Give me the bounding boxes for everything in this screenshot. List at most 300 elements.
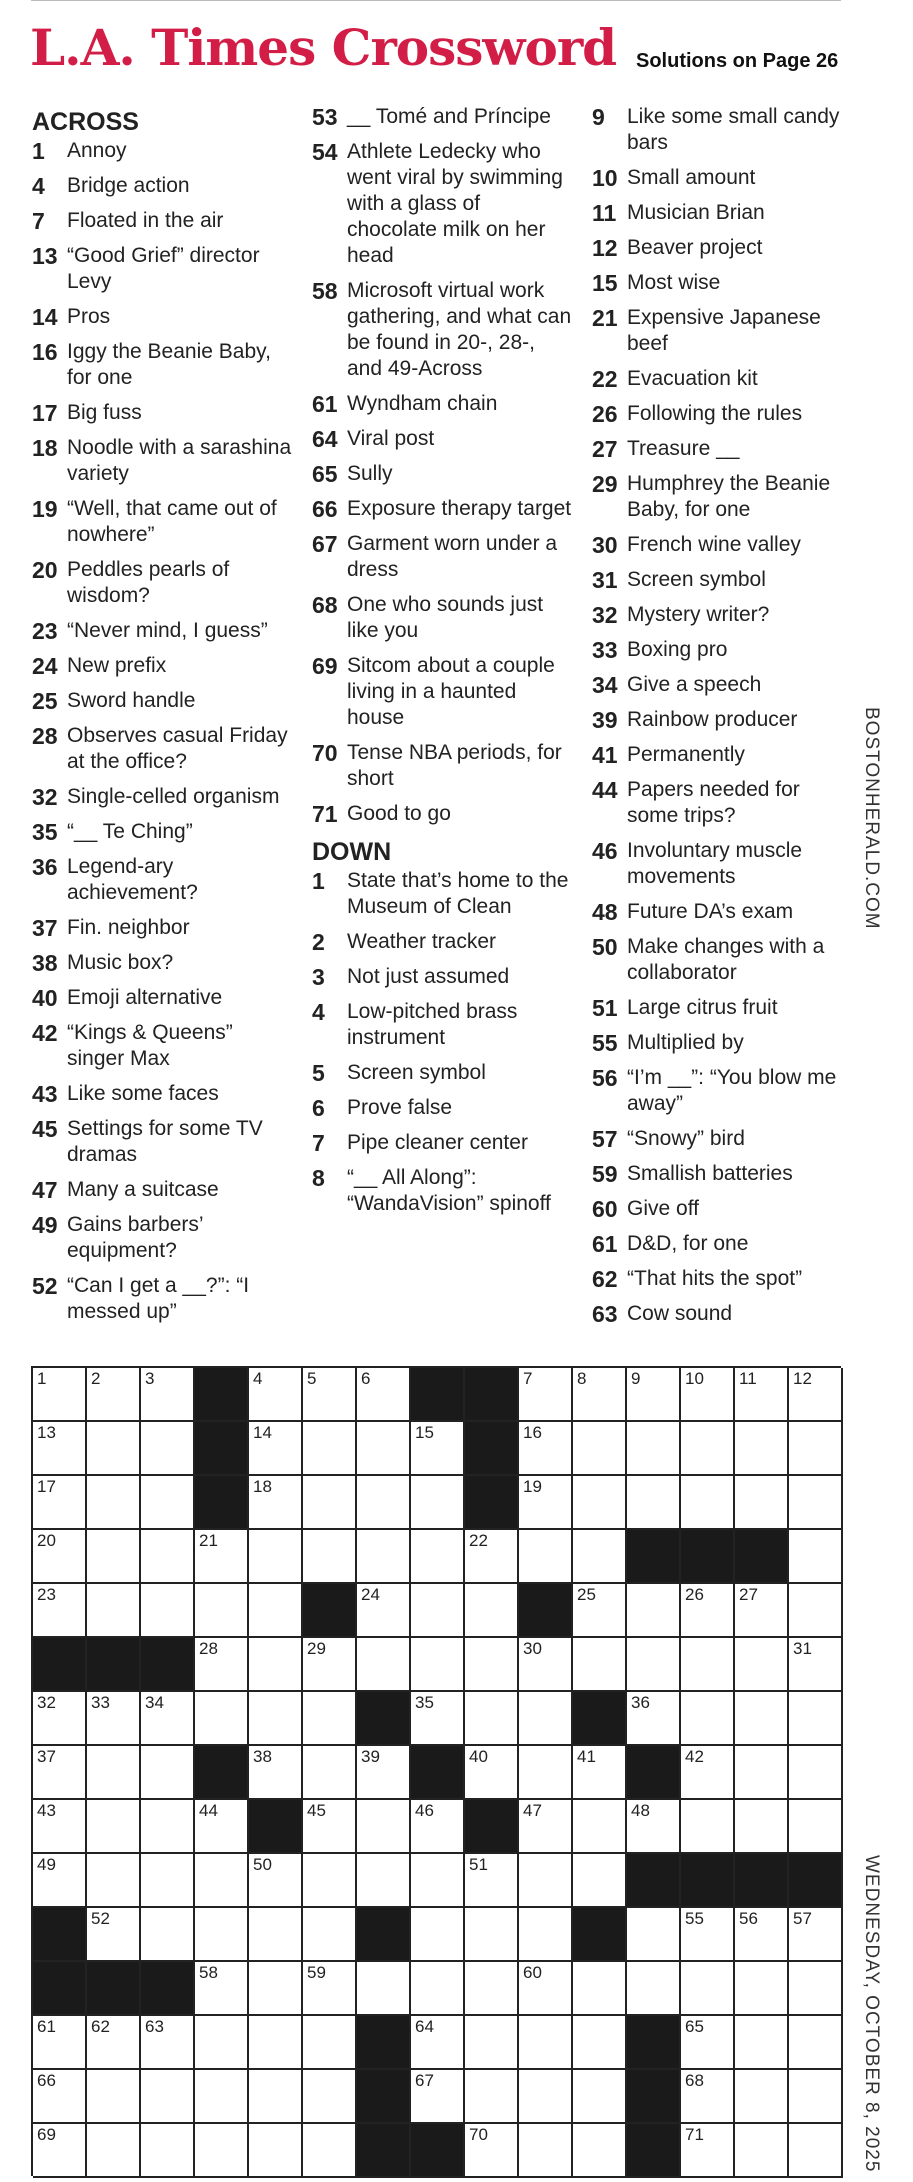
clue (592, 436, 854, 462)
grid-cell[interactable] (465, 1692, 519, 1746)
grid-cell[interactable] (249, 2070, 303, 2124)
cell-number: 22 (469, 1531, 488, 1550)
grid-cell[interactable] (411, 1800, 465, 1854)
grid-cell[interactable] (195, 1584, 249, 1638)
grid-cell[interactable] (465, 1908, 519, 1962)
grid-cell[interactable] (249, 1476, 303, 1530)
grid-cell[interactable] (303, 1908, 357, 1962)
top-rule (31, 0, 841, 1)
grid-cell[interactable] (357, 1530, 411, 1584)
grid-cell[interactable] (411, 2016, 465, 2070)
grid-cell[interactable] (195, 1692, 249, 1746)
cell-number: 6 (361, 1369, 371, 1388)
grid-cell[interactable] (789, 2016, 843, 2070)
grid-cell[interactable] (195, 2016, 249, 2070)
grid-cell[interactable] (681, 2070, 735, 2124)
grid-cell[interactable] (249, 1746, 303, 1800)
cell-number: 12 (793, 1369, 812, 1388)
cell-number: 46 (415, 1801, 434, 1820)
grid-cell[interactable] (519, 1800, 573, 1854)
grid-cell[interactable] (735, 1962, 789, 2016)
grid-cell[interactable] (789, 1746, 843, 1800)
grid-cell[interactable] (573, 1368, 627, 1422)
grid-cell[interactable] (519, 1368, 573, 1422)
clue-text: Rainbow producer (627, 708, 798, 731)
grid-cell[interactable] (357, 1368, 411, 1422)
grid-cell[interactable] (357, 1854, 411, 1908)
clue-number: 14 (32, 304, 58, 330)
grid-cell[interactable] (519, 1692, 573, 1746)
cell-number: 4 (253, 1369, 263, 1388)
grid-cell[interactable] (735, 1422, 789, 1476)
clue-number: 7 (32, 208, 45, 234)
black-square (465, 1422, 519, 1476)
clue (592, 934, 854, 986)
grid-cell[interactable] (573, 1422, 627, 1476)
clue (592, 777, 854, 829)
cell-number: 1 (37, 1369, 47, 1388)
grid-cell[interactable] (411, 1530, 465, 1584)
clue-text: “__ All Along”: “WandaVision” spinoff (347, 1166, 551, 1215)
grid-cell[interactable] (303, 1854, 357, 1908)
clue-text: Expensive Japanese beef (627, 306, 821, 355)
grid-cell[interactable] (519, 1962, 573, 2016)
grid-cell[interactable] (573, 1584, 627, 1638)
grid-cell[interactable] (627, 1908, 681, 1962)
black-square (573, 1692, 627, 1746)
grid-cell[interactable] (303, 2016, 357, 2070)
grid-cell[interactable] (303, 1962, 357, 2016)
grid-cell[interactable] (249, 2016, 303, 2070)
grid-cell[interactable] (249, 1530, 303, 1584)
black-square (627, 1746, 681, 1800)
clue-text: “__ Te Ching” (67, 820, 193, 843)
grid-cell[interactable] (195, 1800, 249, 1854)
clue-number: 3 (312, 964, 325, 990)
cell-number: 27 (739, 1585, 758, 1604)
clue-text: Screen symbol (627, 568, 766, 591)
clue-number: 19 (32, 496, 58, 522)
grid-cell[interactable] (87, 1908, 141, 1962)
clue-number: 30 (592, 532, 618, 558)
section-heading: ACROSS (32, 108, 139, 136)
grid-cell[interactable] (465, 2016, 519, 2070)
grid-cell[interactable] (411, 2070, 465, 2124)
grid-cell[interactable] (627, 1800, 681, 1854)
cell-number: 56 (739, 1909, 758, 1928)
clue (32, 1116, 294, 1168)
clue-number: 67 (312, 531, 338, 557)
clue-text: Emoji alternative (67, 986, 223, 1009)
black-square (303, 1584, 357, 1638)
grid-cell[interactable] (735, 1584, 789, 1638)
grid-cell[interactable] (789, 2070, 843, 2124)
grid-cell[interactable] (465, 1584, 519, 1638)
black-square (735, 1854, 789, 1908)
clue-text: State that’s home to the Museum of Clean (347, 869, 569, 918)
grid-cell[interactable] (627, 1638, 681, 1692)
cell-number: 65 (685, 2017, 704, 2036)
clue-number: 20 (32, 557, 58, 583)
clue-text: Exposure therapy target (347, 497, 572, 520)
cell-number: 34 (145, 1693, 164, 1712)
grid-cell[interactable] (357, 1746, 411, 1800)
grid-cell[interactable] (87, 1368, 141, 1422)
grid-cell[interactable] (249, 1962, 303, 2016)
grid-cell[interactable] (141, 1692, 195, 1746)
grid-cell[interactable] (303, 1476, 357, 1530)
grid-cell[interactable] (627, 1692, 681, 1746)
clue-text: Wyndham chain (347, 392, 498, 415)
clue-text: Humphrey the Beanie Baby, for one (627, 472, 831, 521)
cell-number: 62 (91, 2017, 110, 2036)
clue (312, 999, 574, 1051)
clue-number: 29 (592, 471, 618, 497)
cell-number: 8 (577, 1369, 587, 1388)
grid-cell[interactable] (411, 1476, 465, 1530)
grid-cell[interactable] (33, 2124, 87, 2178)
grid-cell[interactable] (195, 2124, 249, 2178)
clue-text: Viral post (347, 427, 435, 450)
grid-cell[interactable] (789, 1476, 843, 1530)
clue-text: Pipe cleaner center (347, 1131, 528, 1154)
grid-cell[interactable] (573, 1530, 627, 1584)
cell-number: 33 (91, 1693, 110, 1712)
black-square (87, 1638, 141, 1692)
grid-cell[interactable] (249, 1422, 303, 1476)
grid-cell[interactable] (33, 1530, 87, 1584)
grid-cell[interactable] (789, 1584, 843, 1638)
grid-cell[interactable] (573, 2070, 627, 2124)
clue (592, 200, 854, 226)
grid-cell[interactable] (357, 1422, 411, 1476)
grid-cell[interactable] (465, 1530, 519, 1584)
clue-number: 33 (592, 637, 618, 663)
grid-cell[interactable] (141, 1368, 195, 1422)
grid-cell[interactable] (357, 1800, 411, 1854)
grid-cell[interactable] (681, 1638, 735, 1692)
cell-number: 36 (631, 1693, 650, 1712)
clue (32, 819, 294, 845)
clue (592, 1231, 854, 1257)
clue-number: 69 (312, 653, 338, 679)
clue (592, 235, 854, 261)
grid-cell[interactable] (519, 1746, 573, 1800)
grid-cell[interactable] (141, 1854, 195, 1908)
clue-text: Settings for some TV dramas (67, 1117, 263, 1166)
clue-text: Microsoft virtual work gathering, and what can be found in 20-, 28-, and 49-Across (347, 279, 572, 380)
grid-cell[interactable] (519, 2070, 573, 2124)
grid-cell[interactable] (681, 1584, 735, 1638)
grid-cell[interactable] (33, 1800, 87, 1854)
grid-cell[interactable] (303, 1692, 357, 1746)
clue-text: “That hits the spot” (627, 1267, 803, 1290)
grid-cell[interactable] (87, 1530, 141, 1584)
grid-cell[interactable] (33, 1692, 87, 1746)
section-heading: DOWN (312, 838, 392, 866)
grid-cell[interactable] (33, 1422, 87, 1476)
clue-number: 63 (592, 1301, 618, 1327)
grid-cell[interactable] (789, 1692, 843, 1746)
grid-cell[interactable] (519, 1530, 573, 1584)
grid-cell[interactable] (87, 2016, 141, 2070)
grid-cell[interactable] (195, 1638, 249, 1692)
grid-cell[interactable] (411, 1692, 465, 1746)
grid-cell[interactable] (357, 1962, 411, 2016)
grid-cell[interactable] (357, 1476, 411, 1530)
grid-cell[interactable] (87, 2124, 141, 2178)
grid-cell[interactable] (33, 1746, 87, 1800)
grid-cell[interactable] (87, 1476, 141, 1530)
clue-number: 6 (312, 1095, 325, 1121)
black-square (465, 1476, 519, 1530)
clue-number: 36 (32, 854, 58, 880)
grid-cell[interactable] (303, 1638, 357, 1692)
grid-cell[interactable] (303, 1530, 357, 1584)
clue-text: Observes casual Friday at the office? (67, 724, 288, 773)
grid-cell[interactable] (735, 1692, 789, 1746)
grid-cell[interactable] (681, 1422, 735, 1476)
grid-cell[interactable] (303, 1368, 357, 1422)
clue-text: Single-celled organism (67, 785, 280, 808)
grid-cell[interactable] (735, 1476, 789, 1530)
grid-cell[interactable] (573, 1746, 627, 1800)
clue-text: “Can I get a __?”: “I messed up” (67, 1274, 250, 1323)
grid-cell[interactable] (735, 1800, 789, 1854)
crossword-grid (31, 1366, 841, 2176)
grid-cell[interactable] (87, 1692, 141, 1746)
clue-column-1 (32, 104, 294, 1334)
grid-cell[interactable] (789, 1908, 843, 1962)
clue-text: Bridge action (67, 174, 190, 197)
cell-number: 66 (37, 2071, 56, 2090)
grid-cell[interactable] (141, 1530, 195, 1584)
grid-cell[interactable] (681, 2124, 735, 2178)
grid-cell[interactable] (33, 1476, 87, 1530)
cell-number: 49 (37, 1855, 56, 1874)
grid-cell[interactable] (141, 1584, 195, 1638)
grid-cell[interactable] (141, 2070, 195, 2124)
grid-cell[interactable] (33, 2070, 87, 2124)
grid-cell[interactable] (141, 2124, 195, 2178)
grid-cell[interactable] (141, 1422, 195, 1476)
clue-number: 13 (32, 243, 58, 269)
clue-text: Garment worn under a dress (347, 532, 558, 581)
grid-cell[interactable] (249, 1368, 303, 1422)
grid-cell[interactable] (465, 1638, 519, 1692)
clue-text: Boxing pro (627, 638, 728, 661)
clue (312, 461, 574, 487)
grid-cell[interactable] (303, 1746, 357, 1800)
clue-text: Gains barbers’ equipment? (67, 1213, 203, 1262)
grid-cell[interactable] (303, 1422, 357, 1476)
grid-cell[interactable] (141, 1908, 195, 1962)
black-square (681, 1530, 735, 1584)
grid-cell[interactable] (411, 1584, 465, 1638)
cell-number: 43 (37, 1801, 56, 1820)
grid-cell[interactable] (735, 1746, 789, 1800)
black-square (411, 1746, 465, 1800)
grid-cell[interactable] (87, 1746, 141, 1800)
grid-cell[interactable] (249, 2124, 303, 2178)
grid-cell[interactable] (249, 1692, 303, 1746)
puzzle-title: L.A. Times Crossword (30, 18, 617, 77)
grid-cell[interactable] (33, 2016, 87, 2070)
clue (312, 653, 574, 731)
grid-cell[interactable] (573, 2016, 627, 2070)
grid-cell[interactable] (141, 2016, 195, 2070)
grid-cell[interactable] (303, 1800, 357, 1854)
grid-cell[interactable] (573, 1476, 627, 1530)
cell-number: 32 (37, 1693, 56, 1712)
grid-cell[interactable] (195, 1530, 249, 1584)
grid-cell[interactable] (411, 1638, 465, 1692)
grid-cell[interactable] (195, 1908, 249, 1962)
grid-cell[interactable] (573, 1854, 627, 1908)
cell-number: 61 (37, 2017, 56, 2036)
grid-cell[interactable] (735, 2124, 789, 2178)
grid-cell[interactable] (627, 1422, 681, 1476)
grid-cell[interactable] (735, 2070, 789, 2124)
grid-cell[interactable] (141, 1800, 195, 1854)
grid-cell[interactable] (249, 1584, 303, 1638)
site-name: BOSTONHERALD.COM (861, 707, 882, 930)
clue-text: Evacuation kit (627, 367, 758, 390)
clue-text: Give a speech (627, 673, 762, 696)
grid-cell[interactable] (87, 1584, 141, 1638)
grid-cell[interactable] (249, 1638, 303, 1692)
grid-cell[interactable] (735, 1908, 789, 1962)
grid-cell[interactable] (357, 1584, 411, 1638)
grid-cell[interactable] (681, 1692, 735, 1746)
grid-cell[interactable] (195, 2070, 249, 2124)
grid-cell[interactable] (627, 1584, 681, 1638)
grid-cell[interactable] (465, 1854, 519, 1908)
clue-number: 47 (32, 1177, 58, 1203)
black-square (465, 1368, 519, 1422)
clue (32, 854, 294, 906)
grid-cell[interactable] (411, 1908, 465, 1962)
grid-cell[interactable] (465, 1962, 519, 2016)
grid-cell[interactable] (141, 1746, 195, 1800)
clue-text: Floated in the air (67, 209, 224, 232)
grid-cell[interactable] (681, 1476, 735, 1530)
grid-cell[interactable] (789, 2124, 843, 2178)
grid-cell[interactable] (519, 1908, 573, 1962)
grid-cell[interactable] (627, 1368, 681, 1422)
clue-number: 1 (32, 138, 45, 164)
grid-cell[interactable] (519, 2016, 573, 2070)
clue-text: Peddles pearls of wisdom? (67, 558, 230, 607)
grid-cell[interactable] (573, 1638, 627, 1692)
clue (592, 838, 854, 890)
grid-cell[interactable] (195, 1854, 249, 1908)
grid-cell[interactable] (141, 1476, 195, 1530)
grid-cell[interactable] (519, 1638, 573, 1692)
grid-cell[interactable] (519, 2124, 573, 2178)
cell-number: 3 (145, 1369, 155, 1388)
grid-cell[interactable] (789, 1422, 843, 1476)
grid-cell[interactable] (789, 1368, 843, 1422)
grid-cell[interactable] (411, 1962, 465, 2016)
black-square (681, 1854, 735, 1908)
grid-cell[interactable] (519, 1476, 573, 1530)
grid-cell[interactable] (789, 1962, 843, 2016)
grid-cell[interactable] (465, 1746, 519, 1800)
grid-cell[interactable] (627, 1476, 681, 1530)
clue-text: Most wise (627, 271, 721, 294)
grid-cell[interactable] (735, 1638, 789, 1692)
grid-cell[interactable] (465, 2124, 519, 2178)
cell-number: 48 (631, 1801, 650, 1820)
grid-cell[interactable] (411, 1422, 465, 1476)
cell-number: 16 (523, 1423, 542, 1442)
grid-cell[interactable] (87, 1854, 141, 1908)
grid-cell[interactable] (789, 1638, 843, 1692)
grid-cell[interactable] (681, 1962, 735, 2016)
grid-cell[interactable] (789, 1530, 843, 1584)
grid-cell[interactable] (195, 1962, 249, 2016)
grid-cell[interactable] (573, 1962, 627, 2016)
grid-cell[interactable] (249, 1854, 303, 1908)
grid-cell[interactable] (681, 1800, 735, 1854)
cell-number: 68 (685, 2071, 704, 2090)
clue-text: Many a suitcase (67, 1178, 219, 1201)
grid-cell[interactable] (681, 2016, 735, 2070)
grid-cell[interactable] (303, 2124, 357, 2178)
clue-text: Mystery writer? (627, 603, 770, 626)
grid-cell[interactable] (357, 1638, 411, 1692)
grid-cell[interactable] (33, 1584, 87, 1638)
cell-number: 41 (577, 1747, 596, 1766)
grid-cell[interactable] (411, 1854, 465, 1908)
clue (592, 567, 854, 593)
grid-cell[interactable] (789, 1800, 843, 1854)
grid-cell[interactable] (573, 2124, 627, 2178)
clue-number: 56 (592, 1065, 618, 1091)
grid-cell[interactable] (627, 1962, 681, 2016)
clue-number: 68 (312, 592, 338, 618)
clue-text: Iggy the Beanie Baby, for one (67, 340, 271, 389)
clue-number: 31 (592, 567, 618, 593)
clue (592, 672, 854, 698)
black-square (33, 1638, 87, 1692)
grid-cell[interactable] (303, 2070, 357, 2124)
clue-number: 35 (32, 819, 58, 845)
grid-cell[interactable] (681, 1368, 735, 1422)
grid-cell[interactable] (735, 1368, 789, 1422)
grid-cell[interactable] (681, 1908, 735, 1962)
black-square (357, 1908, 411, 1962)
grid-cell[interactable] (519, 1854, 573, 1908)
clue (592, 637, 854, 663)
clue-text: Fin. neighbor (67, 916, 190, 939)
grid-cell[interactable] (249, 1908, 303, 1962)
cell-number: 17 (37, 1477, 56, 1496)
grid-cell[interactable] (33, 1854, 87, 1908)
grid-cell[interactable] (87, 1800, 141, 1854)
clue-text: New prefix (67, 654, 167, 677)
cell-number: 23 (37, 1585, 56, 1604)
grid-cell[interactable] (33, 1368, 87, 1422)
grid-cell[interactable] (87, 1422, 141, 1476)
grid-cell[interactable] (681, 1746, 735, 1800)
grid-cell[interactable] (87, 2070, 141, 2124)
grid-cell[interactable] (519, 1422, 573, 1476)
grid-cell[interactable] (573, 1800, 627, 1854)
grid-cell[interactable] (465, 2070, 519, 2124)
grid-cell[interactable] (735, 2016, 789, 2070)
